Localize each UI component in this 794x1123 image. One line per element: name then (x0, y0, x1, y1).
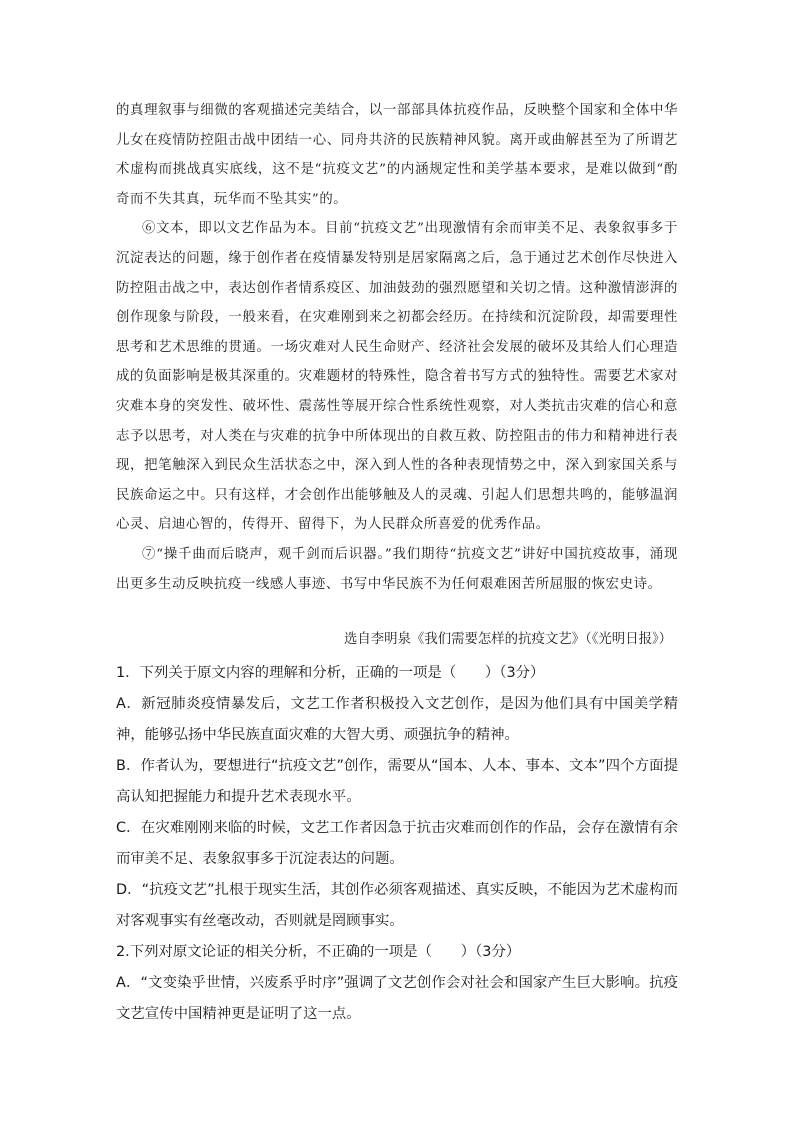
question-section (116, 658, 678, 1030)
passage-paragraph-6: ⑥文本，即以文艺作品为本。目前“抗疫文艺”出现激情有余而审美不足、表象叙事多于沉淀表达的问题，缘于创作者在疫情暴发特别是居家隔离之后，急于通过艺术创作尽快进入防控阻击战之中，表达创作者情系疫区、加油鼓劲的强烈愿望和关切之情。这种激情澎湃的创作现象与阶段，一般来看，在灾难刚到来之初都会经历。在持续和沉淀阶段，却需要理性思考和艺术思维的贯通。一场灾难对人民生命财产、经济社会发展的破坏及其给人们心理造成的负面影响是极其深重的。灾难题材的特殊性，隐含着书写方式的独特性。需要艺术家对灾难本身的突发性、破坏性、震荡性等展开综合性系统性观察，对人类抗击灾难的信心和意志予以思考，对人类在与灾难的抗争中所体现出的自救互救、防控阻击的伟力和精神进行表现，把笔触深入到民众生活状态之中，深入到人性的各种表现情势之中，深入到家国关系与民族命运之中。只有这样，才会创作出能够触及人的灵魂、引起人们思想共鸣的，能够温润心灵、启迪心智的，传得开、留得下，为人民群众所喜爱的优秀作品。 (116, 221, 678, 533)
reading-passage (116, 96, 678, 599)
question-2-stem: 2.下列对原文论证的相关分析，不正确的一项是（ ）（3分） (116, 944, 521, 960)
question-2-option-a: A．“文变染乎世情，兴废系乎时序”强调了文艺创作会对社会和国家产生巨大影响。抗疫文艺宣传中国精神更是证明了这一点。 (116, 975, 678, 1022)
passage-paragraph-7: ⑦“操千曲而后晓声，观千剑而后识器。”我们期待“抗疫文艺”讲好中国抗疫故事，涌现出更多生动反映抗疫一线感人事迹、书写中华民族不为任何艰难困苦所屈服的恢宏史诗。 (116, 546, 678, 592)
question-1-option-b: B．作者认为，要想进行“抗疫文艺”创作，需要从“国本、人本、事本、文本”四个方面提高认知把握能力和提升艺术表现水平。 (116, 758, 678, 805)
question-1-option-d: D．“抗疫文艺”扎根于现实生活，其创作必须客观描述、真实反映，不能因为艺术虚构而对客观事实有丝毫改动，否则就是罔顾事实。 (116, 882, 678, 929)
question-1-option-a: A．新冠肺炎疫情暴发后，文艺工作者积极投入文艺创作，是因为他们具有中国美学精神，能够弘扬中华民族直面灾难的大智大勇、顽强抗争的精神。 (116, 696, 678, 743)
passage-paragraph-5-end: 的真理叙事与细微的客观描述完美结合，以一部部具体抗疫作品，反映整个国家和全体中华儿女在疫情防控阻击战中团结一心、同舟共济的民族精神风貌。离开或曲解甚至为了所谓艺术虚构而挑战真实底线，这不是“抗疫文艺”的内涵规定性和美学基本要求，是难以做到“酌奇而不失其真，玩华而不坠其实”的。 (116, 103, 678, 207)
passage-source: 选自李明泉《我们需要怎样的抗疫文艺》（《光明日报》） (344, 632, 673, 647)
question-1-stem: 1．下列关于原文内容的理解和分析，正确的一项是（ ）（3分） (116, 665, 545, 681)
question-1-option-c: C．在灾难刚刚来临的时候，文艺工作者因急于抗击灾难而创作的作品，会存在激情有余而审美不足、表象叙事多于沉淀表达的问题。 (116, 820, 678, 867)
